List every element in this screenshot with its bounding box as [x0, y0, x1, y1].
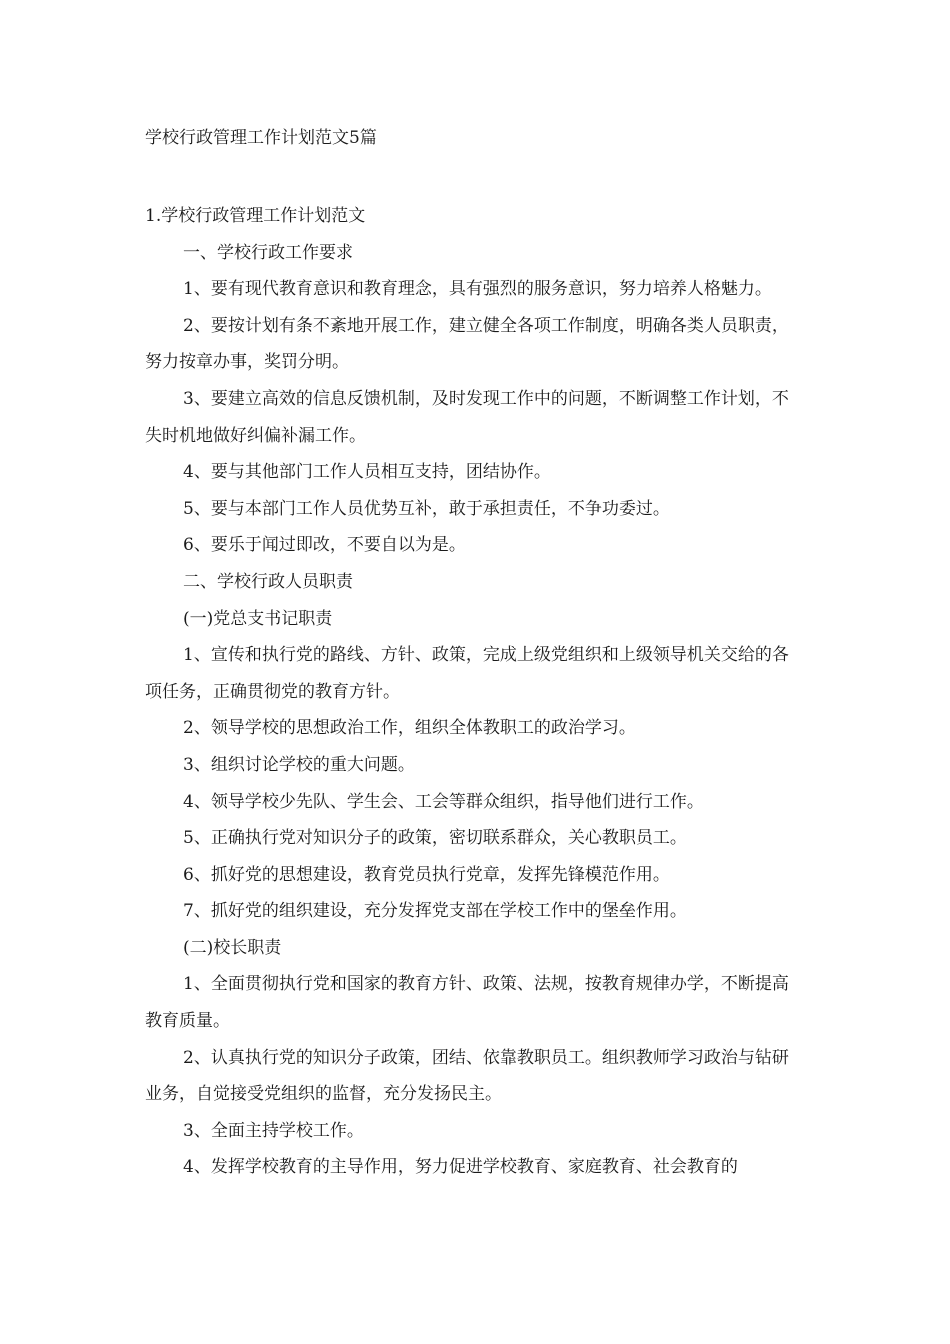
article-heading: 1.学校行政管理工作计划范文	[145, 206, 366, 226]
paragraph: 1、要有现代教育意识和教育理念，具有强烈的服务意识，努力培养人格魅力。	[183, 279, 772, 300]
paragraph: 3、要建立高效的信息反馈机制，及时发现工作中的问题，不断调整工作计划，不失时机地做好纠偏补漏工作。	[145, 388, 789, 446]
paragraph: 1、全面贯彻执行党和国家的教育方针、政策、法规，按教育规律办学，不断提高教育质量。	[145, 974, 789, 1032]
paragraph: 1、宣传和执行党的路线、方针、政策，完成上级党组织和上级领导机关交给的各项任务，正确贯彻党的教育方针。	[145, 645, 789, 702]
paragraph: 5、要与本部门工作人员优势互补，敢于承担责任，不争功委过。	[183, 498, 670, 519]
paragraph: 2、领导学校的思想政治工作，组织全体教职工的政治学习。	[183, 718, 636, 739]
paragraph: 7、抓好党的组织建设，充分发挥党支部在学校工作中的堡垒作用。	[183, 901, 687, 922]
document-body	[145, 198, 805, 1186]
paragraph: 4、发挥学校教育的主导作用，努力促进学校教育、家庭教育、社会教育的	[183, 1157, 738, 1178]
paragraph: 6、抓好党的思想建设，教育党员执行党章，发挥先锋模范作用。	[183, 864, 670, 885]
document-title: 学校行政管理工作计划范文5篇	[145, 128, 377, 148]
paragraph: 4、领导学校少先队、学生会、工会等群众组织，指导他们进行工作。	[183, 791, 704, 812]
subsection-heading: (一)党总支书记职责	[183, 608, 333, 629]
paragraph: 6、要乐于闻过即改，不要自以为是。	[183, 535, 466, 556]
paragraph: 5、正确执行党对知识分子的政策，密切联系群众，关心教职员工。	[183, 828, 687, 849]
subsection-heading: (二)校长职责	[183, 937, 282, 958]
section-heading: 一、学校行政工作要求	[183, 242, 353, 263]
paragraph: 3、组织讨论学校的重大问题。	[183, 754, 415, 775]
paragraph: 2、认真执行党的知识分子政策，团结、依靠教职员工。组织教师学习政治与钻研业务，自觉接受党组织的监督，充分发扬民主。	[145, 1047, 789, 1105]
paragraph: 3、全面主持学校工作。	[183, 1120, 364, 1141]
paragraph: 4、要与其他部门工作人员相互支持，团结协作。	[183, 462, 551, 483]
section-heading: 二、学校行政人员职责	[183, 571, 353, 592]
paragraph: 2、要按计划有条不紊地开展工作，建立健全各项工作制度，明确各类人员职责，努力按章办事，奖罚分明。	[145, 315, 789, 373]
